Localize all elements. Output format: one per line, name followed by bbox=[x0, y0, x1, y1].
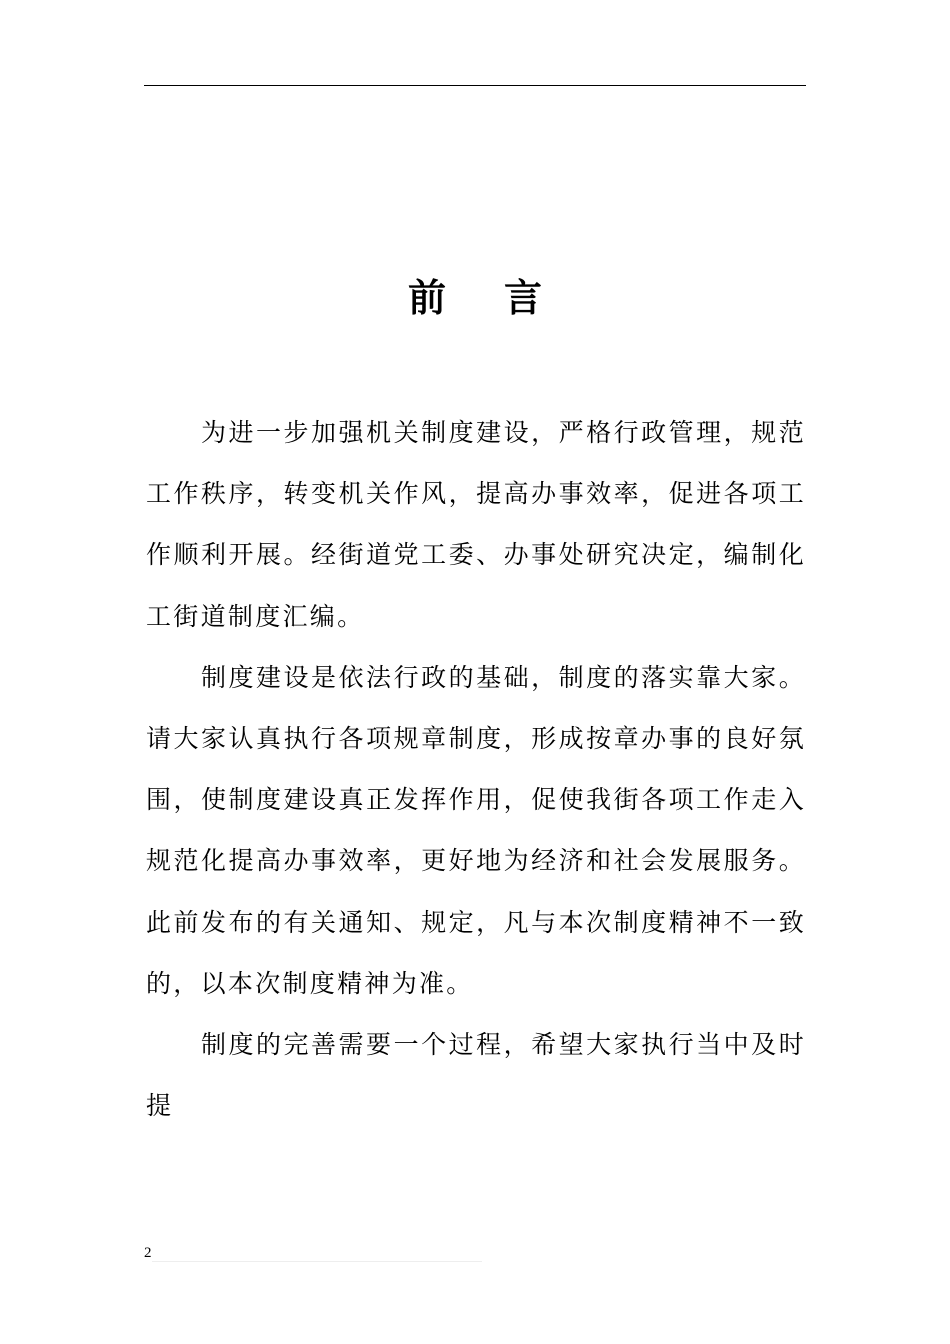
paragraph: 制度建设是依法行政的基础，制度的落实靠大家。请大家认真执行各项规章制度，形成按章办事的良好氛围，使制度建设真正发挥作用，促使我街各项工作走入规范化提高办事效率，更好地为经济和社会发展服务。此前发布的有关通知、规定，凡与本次制度精神不一致的，以本次制度精神为准。 bbox=[146, 662, 806, 998]
footer-rule bbox=[152, 1261, 482, 1262]
header-rule bbox=[144, 85, 806, 86]
page-title: 前言 bbox=[407, 275, 600, 320]
paragraph: 为进一步加强机关制度建设，严格行政管理，规范工作秩序，转变机关作风，提高办事效率，促进各项工作顺利开展。经街道党工委、办事处研究决定，编制化工街道制度汇编。 bbox=[146, 418, 806, 631]
paragraph: 制度的完善需要一个过程，希望大家执行当中及时提 bbox=[146, 1030, 806, 1121]
page-number: 2 bbox=[144, 1245, 152, 1261]
body-text bbox=[146, 402, 806, 1136]
